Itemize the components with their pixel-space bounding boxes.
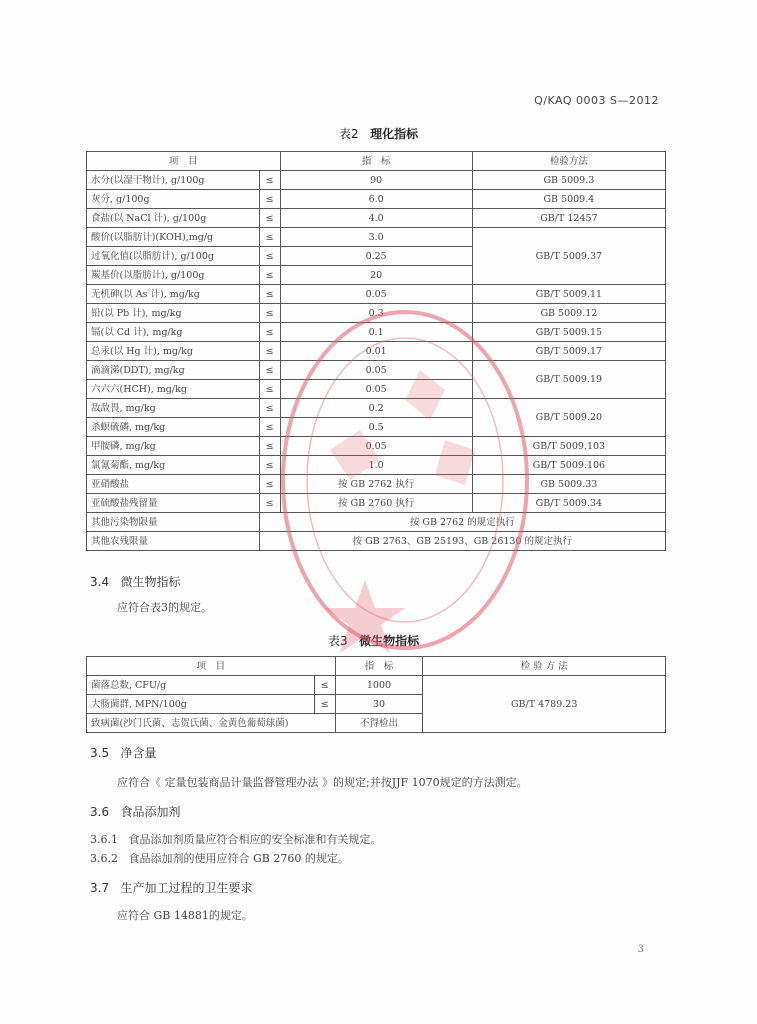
row-item: 滴滴涕(DDT), mg/kg [87, 361, 260, 380]
table-row [87, 437, 666, 456]
row-item: 灰分, g/100g [87, 190, 260, 209]
row-value: 0.5 [280, 418, 472, 437]
header-value: 指 标 [280, 152, 472, 171]
header-value: 指 标 [335, 657, 423, 676]
row-method: GB 5009.33 [472, 475, 665, 494]
row-value: 按 GB 2760 执行 [280, 494, 472, 513]
table-row [87, 190, 666, 209]
row-value: 6.0 [280, 190, 472, 209]
row-method: GB 5009.4 [472, 190, 665, 209]
header-item: 项 目 [87, 152, 281, 171]
row-item: 食盐(以 NaCl 计), g/100g [87, 209, 260, 228]
physicochemical-table [86, 151, 666, 551]
header-method: 检验方法 [472, 152, 665, 171]
row-op: ≤ [259, 304, 280, 323]
row-op: ≤ [259, 456, 280, 475]
section-title: 生产加工过程的卫生要求 [120, 881, 253, 895]
table-row [87, 285, 666, 304]
row-value: 0.05 [280, 437, 472, 456]
header-method: 检 验 方 法 [423, 657, 666, 676]
table-row [87, 532, 666, 551]
table-row [87, 342, 666, 361]
row-value: 0.05 [280, 380, 472, 399]
subsection-number: 3.6.1 [90, 833, 118, 846]
row-value: 0.1 [280, 323, 472, 342]
row-item: 羰基价(以脂肪计), g/100g [87, 266, 260, 285]
row-op: ≤ [314, 676, 335, 695]
row-value: 20 [280, 266, 472, 285]
table2-caption [339, 125, 418, 142]
microbiological-table [86, 656, 666, 733]
row-item: 过氧化值(以脂肪计), g/100g [87, 247, 260, 266]
row-method: GB/T 5009.103 [472, 437, 665, 456]
row-item: 无机砷(以 As 计), mg/kg [87, 285, 260, 304]
page-number: 3 [637, 944, 644, 955]
table-header-row [87, 152, 666, 171]
row-value: 按 GB 2762 执行 [280, 475, 472, 494]
row-op: ≤ [259, 361, 280, 380]
row-method: GB/T 5009.37 [472, 228, 665, 285]
table2-caption-title: 理化指标 [370, 127, 419, 141]
section-3-4-heading [90, 573, 181, 590]
row-value: 0.01 [280, 342, 472, 361]
row-value: 0.05 [280, 285, 472, 304]
row-method: GB 5009.3 [472, 171, 665, 190]
row-item: 氯氰菊酯, mg/kg [87, 456, 260, 475]
subsection-text: 食品添加剂的使用应符合 GB 2760 的规定。 [128, 852, 349, 865]
section-3-6-heading [90, 803, 181, 820]
row-value: 90 [280, 171, 472, 190]
table-row [87, 513, 666, 532]
row-value: 0.05 [280, 361, 472, 380]
row-merged-value: 按 GB 2763、GB 25193、GB 26130 的规定执行 [259, 532, 665, 551]
row-value: 4.0 [280, 209, 472, 228]
table3-caption-title: 微生物指标 [359, 634, 420, 648]
row-item: 其他农残限量 [87, 532, 260, 551]
section-number: 3.4 [90, 575, 110, 589]
section-number: 3.6 [90, 805, 110, 819]
row-op: ≤ [259, 323, 280, 342]
row-value: 0.2 [280, 399, 472, 418]
table-row [87, 304, 666, 323]
row-item: 镉(以 Cd 计), mg/kg [87, 323, 260, 342]
row-item: 大肠菌群, MPN/100g [87, 695, 315, 714]
section-3-7-text: 应符合 GB 14881的规定。 [117, 909, 253, 922]
subsection-text: 食品添加剂质量应符合相应的安全标准和有关规定。 [128, 833, 382, 846]
section-number: 3.7 [90, 881, 110, 895]
table-row [87, 456, 666, 475]
row-item: 水分(以湿干物计), g/100g [87, 171, 260, 190]
row-op: ≤ [259, 266, 280, 285]
row-op: ≤ [259, 342, 280, 361]
row-value: 3.0 [280, 228, 472, 247]
table-row [87, 228, 666, 247]
row-op: ≤ [259, 399, 280, 418]
row-method: GB/T 5009.11 [472, 285, 665, 304]
row-op: ≤ [259, 285, 280, 304]
section-title: 微生物指标 [120, 575, 181, 589]
row-op: ≤ [259, 228, 280, 247]
section-3-5-text: 应符合《 定量包装商品计量监督管理办法 》的规定;并按JJF 1070规定的方法测定。 [117, 776, 528, 789]
row-item: 铅(以 Pb 计), mg/kg [87, 304, 260, 323]
section-3-6-1 [90, 831, 382, 847]
table2-caption-number: 表2 [339, 127, 359, 141]
row-op: ≤ [259, 247, 280, 266]
row-merged-value: 按 GB 2762 的规定执行 [259, 513, 665, 532]
row-method: GB/T 4789.23 [423, 676, 666, 733]
row-op: ≤ [259, 209, 280, 228]
row-op: ≤ [259, 494, 280, 513]
row-method: GB/T 5009.34 [472, 494, 665, 513]
row-value: 30 [335, 695, 423, 714]
table3-caption-number: 表3 [328, 634, 348, 648]
table-row [87, 676, 666, 695]
table3-caption [328, 632, 419, 649]
row-value: 不得检出 [335, 714, 423, 733]
row-item: 总汞(以 Hg 计), mg/kg [87, 342, 260, 361]
table-row [87, 475, 666, 494]
table-row [87, 209, 666, 228]
section-number: 3.5 [90, 746, 110, 760]
row-item: 杀螟硫磷, mg/kg [87, 418, 260, 437]
row-value: 0.25 [280, 247, 472, 266]
row-item: 亚硝酸盐 [87, 475, 260, 494]
section-3-5-heading [90, 744, 157, 761]
row-item: 其他污染物限量 [87, 513, 260, 532]
row-op: ≤ [259, 171, 280, 190]
row-item: 菌落总数, CFU/g [87, 676, 315, 695]
row-item: 六六六(HCH), mg/kg [87, 380, 260, 399]
table-row [87, 323, 666, 342]
table-header-row [87, 657, 666, 676]
row-op: ≤ [314, 695, 335, 714]
section-3-4-text: 应符合表3的规定。 [117, 601, 212, 614]
row-value: 1.0 [280, 456, 472, 475]
row-item: 致病菌(沙门氏菌、志贺氏菌、金黄色葡萄球菌) [87, 714, 336, 733]
row-method: GB/T 5009.20 [472, 399, 665, 437]
section-title: 食品添加剂 [120, 805, 181, 819]
row-op: ≤ [259, 475, 280, 494]
section-3-7-heading [90, 879, 253, 896]
row-op: ≤ [259, 380, 280, 399]
table-row [87, 494, 666, 513]
table-row [87, 399, 666, 418]
row-value: 1000 [335, 676, 423, 695]
standard-code: Q/KAQ 0003 S—2012 [534, 94, 659, 107]
row-op: ≤ [259, 190, 280, 209]
section-3-6-2 [90, 850, 349, 866]
row-method: GB 5009.12 [472, 304, 665, 323]
row-method: GB/T 5009.17 [472, 342, 665, 361]
row-item: 甲胺磷, mg/kg [87, 437, 260, 456]
subsection-number: 3.6.2 [90, 852, 118, 865]
row-value: 0.3 [280, 304, 472, 323]
section-title: 净含量 [120, 746, 157, 760]
table-row [87, 361, 666, 380]
row-method: GB/T 12457 [472, 209, 665, 228]
table-row [87, 171, 666, 190]
row-method: GB/T 5009.19 [472, 361, 665, 399]
header-item: 项 目 [87, 657, 336, 676]
row-method: GB/T 5009.15 [472, 323, 665, 342]
row-method: GB/T 5009.106 [472, 456, 665, 475]
row-item: 敌敌畏, mg/kg [87, 399, 260, 418]
row-op: ≤ [259, 437, 280, 456]
row-op: ≤ [259, 418, 280, 437]
row-item: 酸价(以脂肪计)(KOH),mg/g [87, 228, 260, 247]
row-item: 亚硫酸盐残留量 [87, 494, 260, 513]
